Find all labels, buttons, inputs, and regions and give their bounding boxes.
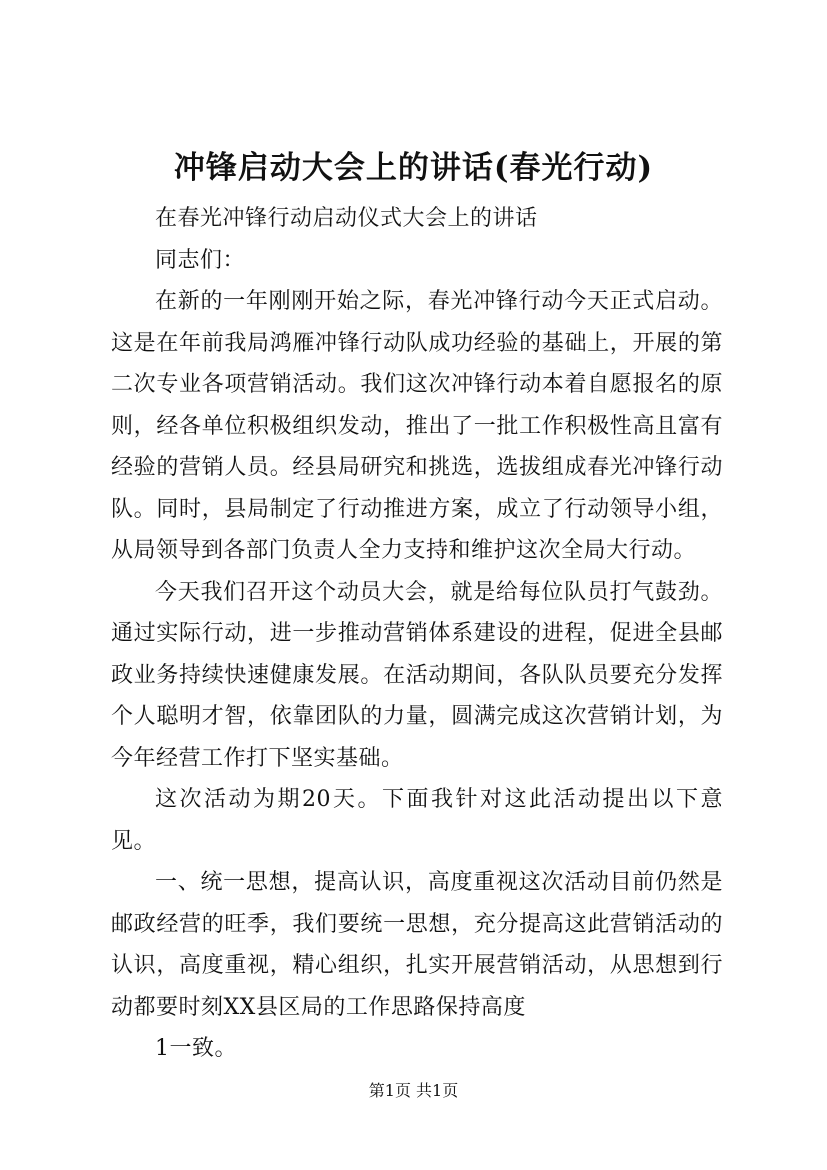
- body-paragraph: 今天我们召开这个动员大会，就是给每位队员打气鼓劲。通过实际行动，进一步推动营销体系建设的进程，促进全县邮政业务持续快速健康发展。在活动期间，各队队员要充分发挥个人聪明才智，依靠团队的力量，圆满完成这次营销计划，为今年经营工作打下坚实基础。: [111, 579, 723, 771]
- salutation-paragraph: 同志们：: [155, 247, 246, 273]
- subtitle-paragraph: 在春光冲锋行动启动仪式大会上的讲话: [155, 206, 538, 231]
- body-paragraph: 在新的一年刚刚开始之际，春光冲锋行动今天正式启动。这是在年前我局鸿雁冲锋行动队成功经验的基础上，开展的第二次专业各项营销活动。我们这次冲锋行动本着自愿报名的原则，经各单位积极组织发动，推出了一批工作积极性高且富有经验的营销人员。经县局研究和挑选，选拔组成春光冲锋行动队。同时，县局制定了行动推进方案，成立了行动领导小组，从局领导到各部门负责人全力支持和维护这次全局大行动。: [111, 289, 723, 563]
- body-paragraph: 1一致。: [155, 1036, 237, 1061]
- document-body: [111, 198, 723, 1070]
- body-paragraph: 一、统一思想，提高认识，高度重视这次活动目前仍然是邮政经营的旺季，我们要统一思想，充分提高这此营销活动的认识，高度重视，精心组织，扎实开展营销活动，从思想到行动都要时刻XX县区局的工作思路保持高度: [111, 870, 723, 1020]
- document-title: 冲锋启动大会上的讲话(春光行动): [173, 150, 654, 186]
- page-number-footer: 第1页 共1页: [368, 1081, 459, 1100]
- body-paragraph: 这次活动为期20天。下面我针对这此活动提出以下意见。: [111, 787, 723, 854]
